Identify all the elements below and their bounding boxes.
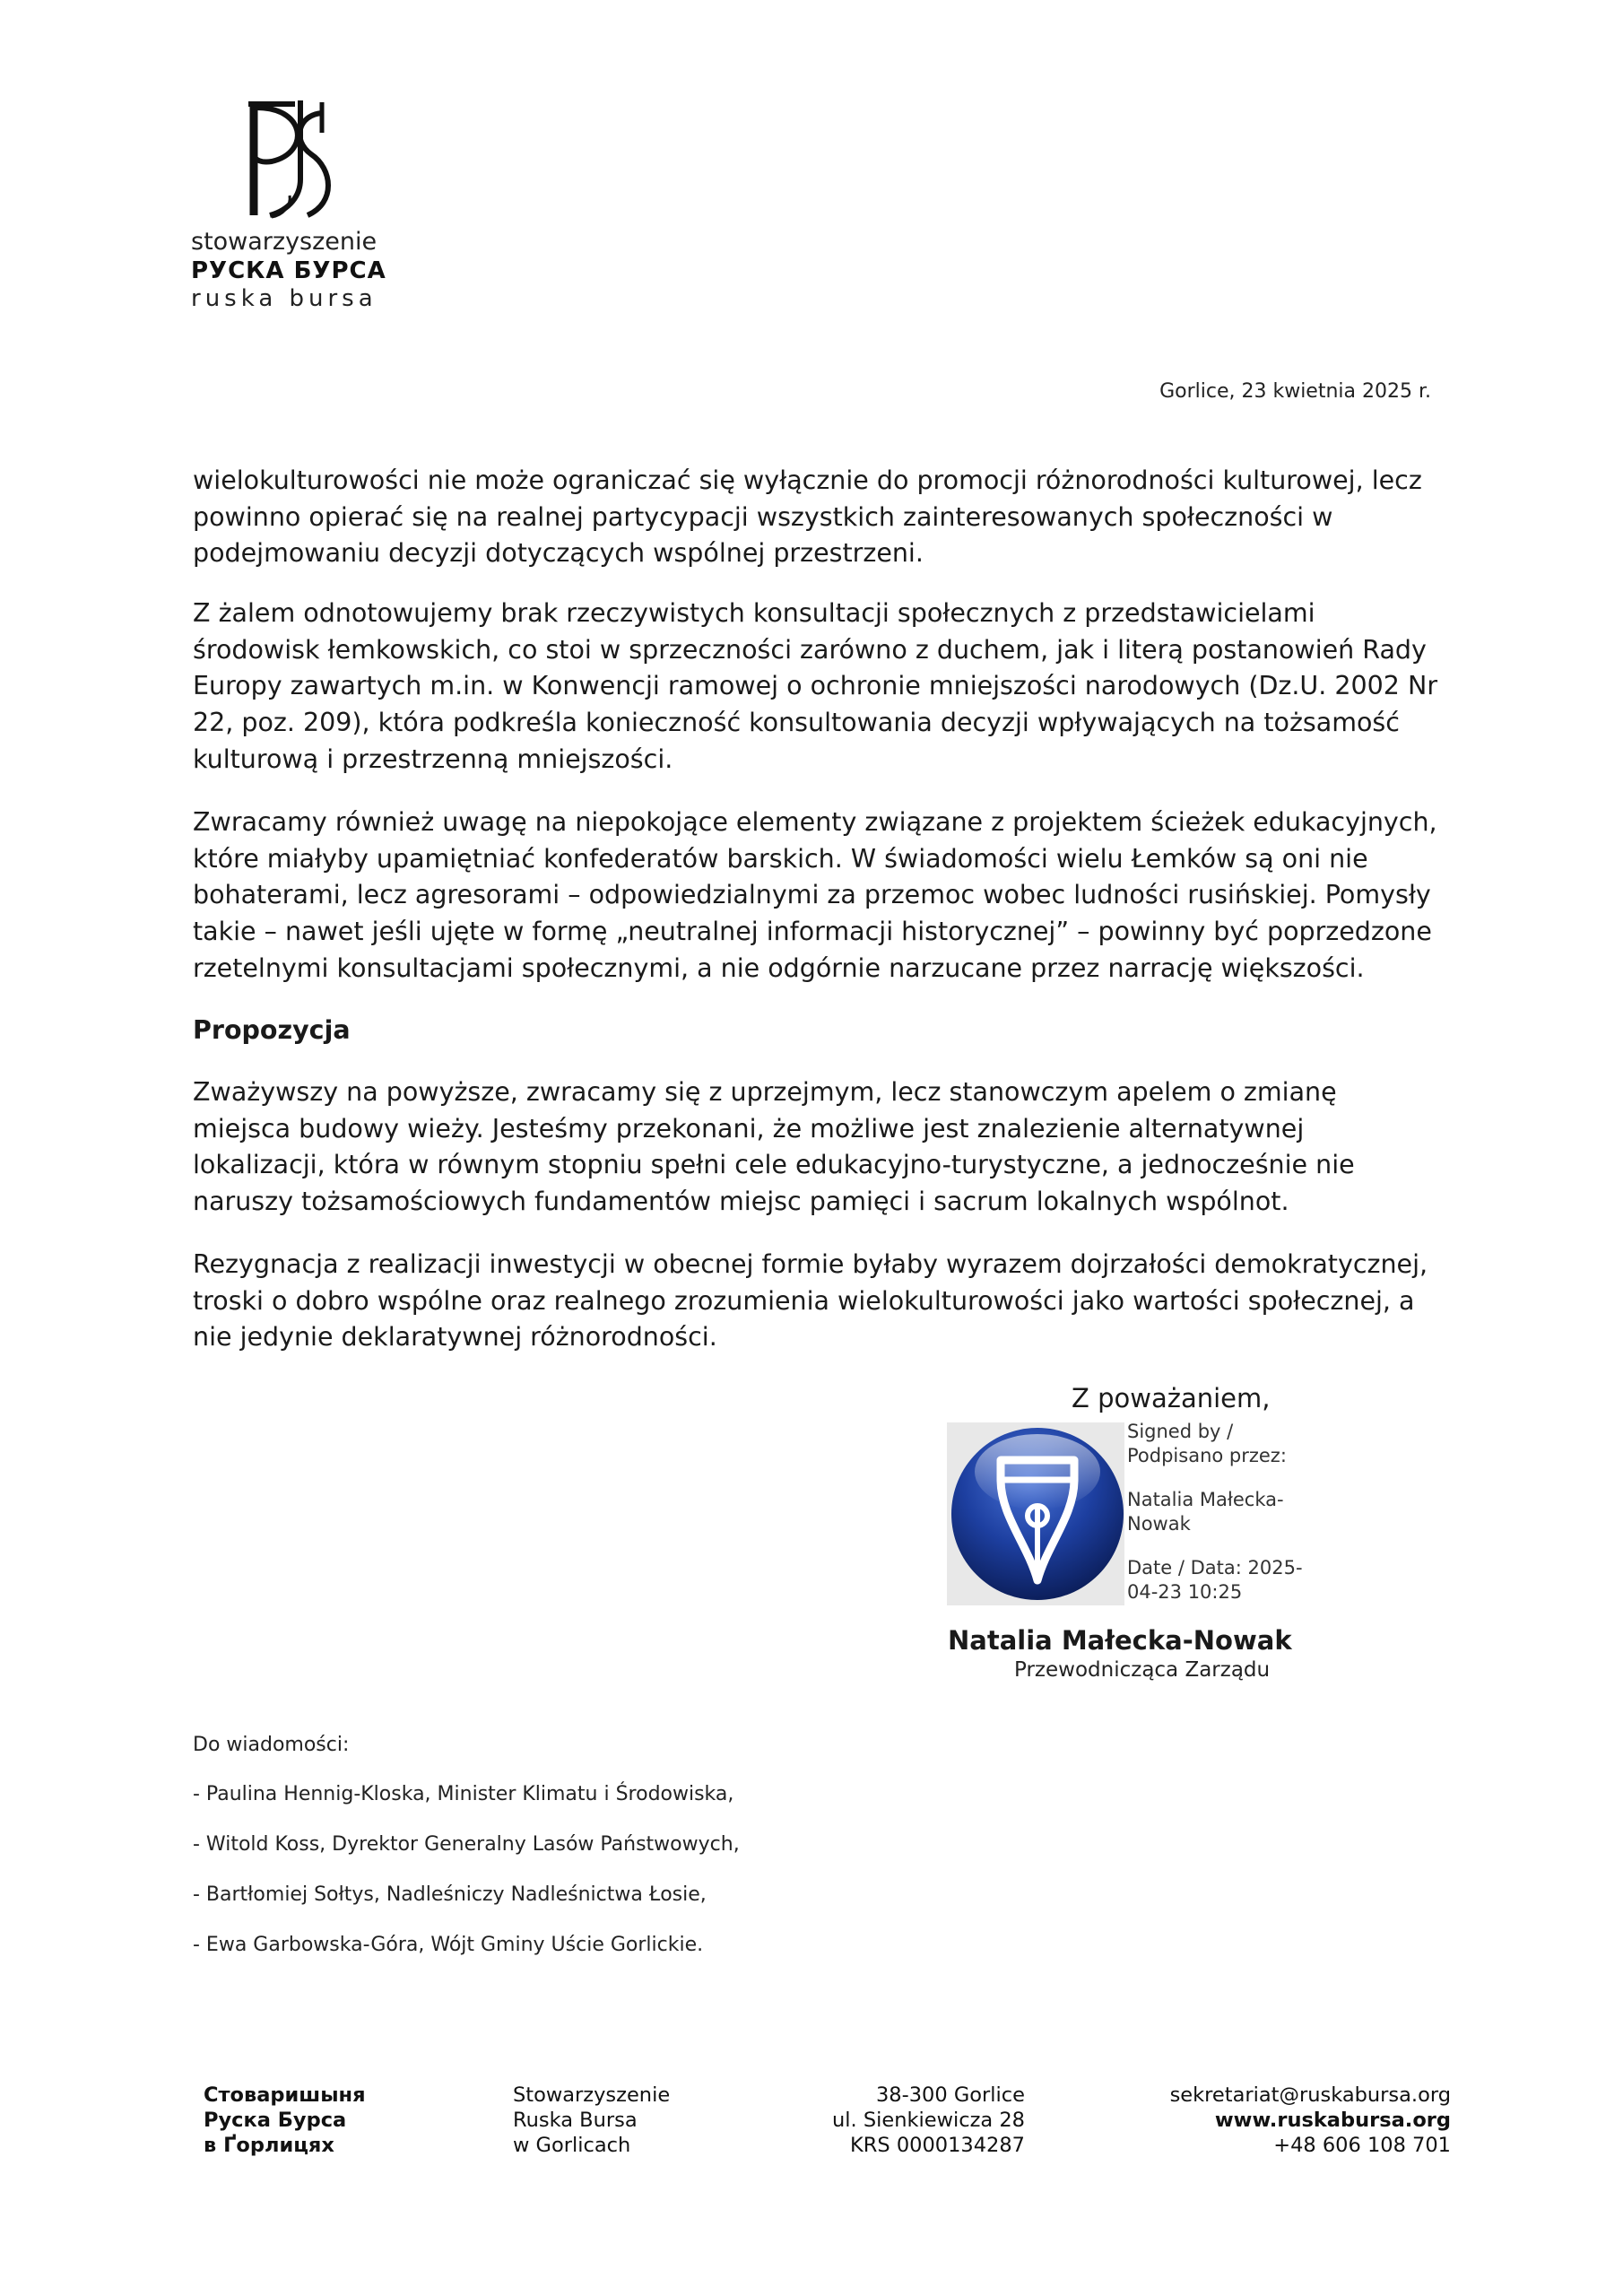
cc-recipient: - Witold Koss, Dyrektor Generalny Lasów Państwowych, (193, 1833, 740, 1856)
rb-monogram-icon (236, 97, 342, 222)
paragraph-4: Zważywszy na powyższe, zwracamy się z uprzejmym, lecz stanowczym apelem o zmianę miejsca budowy wieży. Jesteśmy przekonani, że możliwe jest znalezienie alternatywnej lokalizacji, która w równym stopniu spełni cele edukacyjno-turystyczne, a jednocześnie nie naruszy tożsamościowych fundamentów miejsc pamięci i sacrum lokalnych wspólnot. (193, 1077, 1355, 1217)
cc-recipient: - Paulina Hennig-Kloska, Minister Klimatu i Środowiska, (193, 1783, 734, 1805)
footer-name-cyrillic (204, 2083, 366, 2158)
fountain-pen-nib-icon (947, 1422, 1124, 1605)
cc-recipient: - Ewa Garbowska-Góra, Wójt Gminy Uście Gorlickie. (193, 1934, 704, 1956)
logo-text-stowarzyszenie: stowarzyszenie (191, 228, 378, 256)
logo-text-latin: ruska bursa (191, 285, 378, 312)
footer-website-link[interactable]: www.ruskabursa.org (1214, 2109, 1451, 2132)
organization-logo (191, 97, 388, 312)
footer-line: w Gorlicach (513, 2134, 631, 2157)
footer-line: Stowarzyszenie (513, 2083, 671, 2107)
closing-salutation: Z poważaniem, (1072, 1383, 1271, 1413)
footer-contact (1112, 2083, 1451, 2158)
signed-by-name: Natalia Małecka-Nowak (1127, 1489, 1284, 1535)
signer-name: Natalia Małecka-Nowak (948, 1625, 1292, 1656)
paragraph-1: wielokulturowości nie może ograniczać się wyłącznie do promocji różnorodności kulturowej, lecz powinno opierać się na realnej partycypacji wszystkich zainteresowanych społeczności w podejmowaniu decyzji dotyczących wspólnej przestrzeni. (193, 465, 1422, 569)
footer-email-link[interactable]: sekretariat@ruskabursa.org (1169, 2083, 1451, 2107)
footer-line: KRS 0000134287 (850, 2134, 1025, 2157)
footer-name-polish (513, 2083, 670, 2158)
paragraph-3: Zwracamy również uwagę na niepokojące elementy związane z projektem ścieżek edukacyjnych, które miałyby upamiętniać konfederatów barskich. W świadomości wielu Łemków są oni nie bohaterami, lecz agresorami – odpowiedzialnymi za przemoc wobec ludności rusińskiej. Pomysły takie – nawet jeśli ujęte w formę „neutralnej informacji historycznej” – powinny być poprzedzone rzetelnymi konsultacjami społecznymi, a nie odgórnie narzucane przez narrację większości. (193, 807, 1437, 983)
footer-line: Стоваришыня (204, 2083, 366, 2107)
footer-line: Руска Бурса (204, 2109, 347, 2132)
cc-recipient: - Bartłomiej Sołtys, Nadleśniczy Nadleśnictwa Łosie, (193, 1883, 707, 1906)
footer-line: в Ґорлицях (204, 2134, 334, 2157)
footer-address (807, 2083, 1025, 2158)
letter-date: Gorlice, 23 kwietnia 2025 r. (1159, 380, 1431, 403)
footer-line: ul. Sienkiewicza 28 (832, 2109, 1025, 2132)
cc-label: Do wiadomości: (193, 1734, 350, 1756)
footer-line: Ruska Bursa (513, 2109, 638, 2132)
signer-role: Przewodnicząca Zarządu (1014, 1658, 1271, 1682)
section-heading-proposal: Propozycja (193, 1015, 351, 1045)
footer-line: 38-300 Gorlice (875, 2083, 1025, 2107)
paragraph-2: Z żalem odnotowujemy brak rzeczywistych konsultacji społecznych z przedstawicielami środowisk łemkowskich, co stoi w sprzeczności zarówno z duchem, jak i literą postanowień Rady Europy zawartych m.in. w Konwencji ramowej o ochronie mniejszości narodowych (Dz.U. 2002 Nr 22, poz. 209), która podkreśla konieczność konsultowania decyzji wpływających na tożsamość kulturową i przestrzenną mniejszości. (193, 598, 1438, 774)
paragraph-5: Rezygnacja z realizacji inwestycji w obecnej formie byłaby wyrazem dojrzałości demokratycznej, troski o dobro wspólne oraz realnego zrozumienia wielokulturowości jako wartości społecznej, a nie jedynie deklaratywnej różnorodności. (193, 1249, 1428, 1352)
signature-date: Date / Data: 2025-04-23 10:25 (1127, 1557, 1303, 1603)
footer-phone: +48 606 108 701 (1273, 2134, 1451, 2157)
signed-by-label: Signed by / Podpisano przez: (1127, 1421, 1287, 1466)
logo-text-cyrillic: РУСКА БУРСА (191, 257, 386, 284)
